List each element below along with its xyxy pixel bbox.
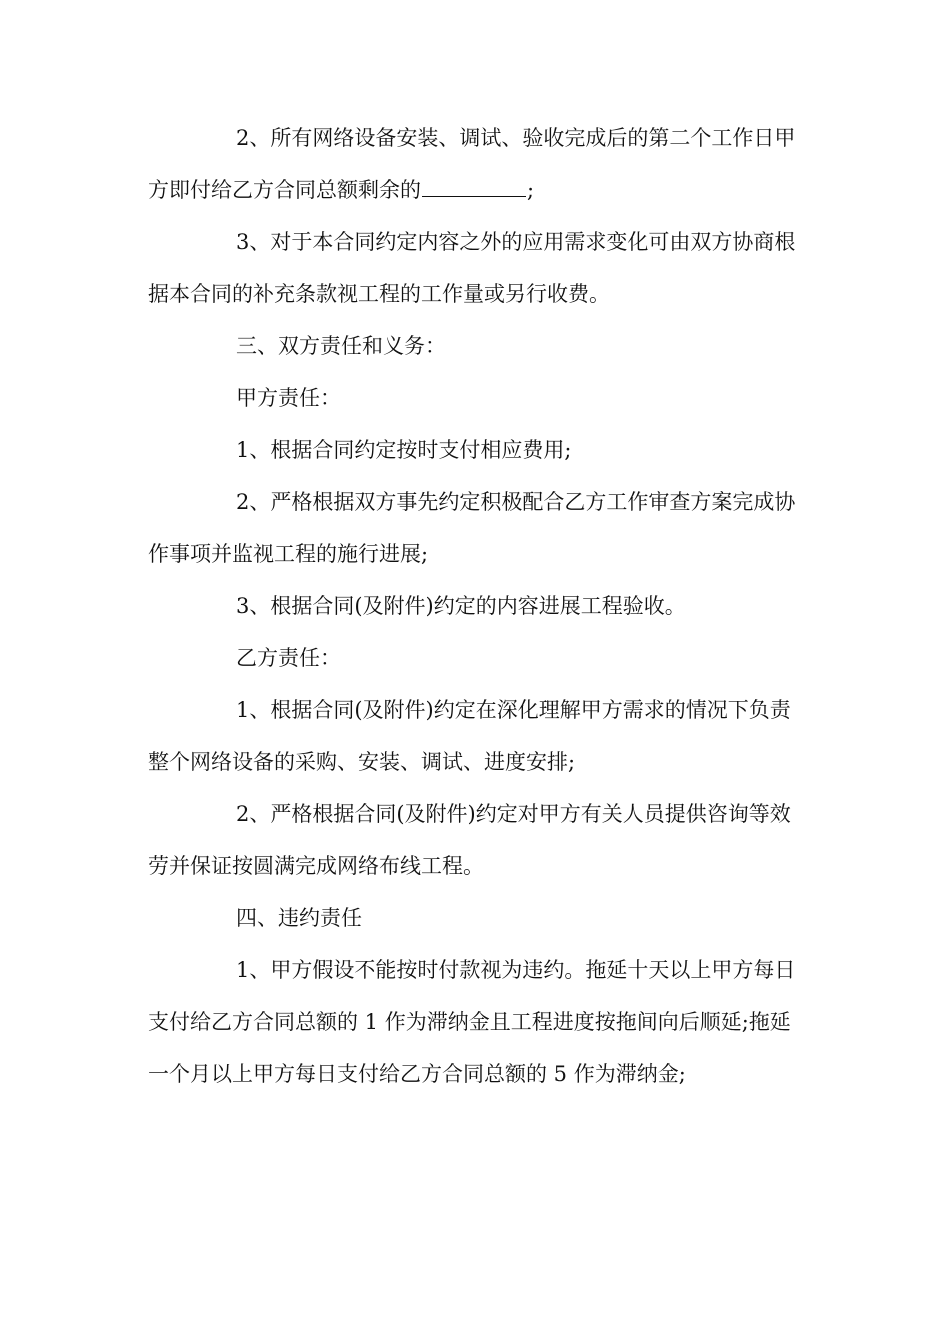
subheading-party-b: 乙方责任： <box>236 646 341 670</box>
paragraph-extra-requirements: 3、对于本合同约定内容之外的应用需求变化可由双方协商根据本合同的补充条款视工程的工作量或另行收费。 <box>148 230 796 306</box>
paragraph-party-b-item-2: 2、严格根据合同(及附件)约定对甲方有关人员提供咨询等效劳并保证按圆满完成网络布线工程。 <box>148 802 791 878</box>
paragraph-suffix: ; <box>527 178 535 202</box>
paragraph-party-b-item-1: 1、根据合同(及附件)约定在深化理解甲方需求的情况下负责整个网络设备的采购、安装、调试、进度安排; <box>148 698 791 774</box>
section-heading-responsibilities: 三、双方责任和义务： <box>236 334 446 358</box>
fill-in-blank[interactable] <box>422 195 526 197</box>
paragraph-payment-second-day <box>148 112 803 216</box>
paragraph-text: 2、所有网络设备安装、调试、验收完成后的第二个工作日甲方即付给乙方合同总额剩余的 <box>148 126 796 202</box>
paragraph-breach-item-1: 1、甲方假设不能按时付款视为违约。拖延十天以上甲方每日支付给乙方合同总额的 1 作为滞纳金且工程进度按拖间向后顺延;拖延一个月以上甲方每日支付给乙方合同总额的 5 作为滞纳金; <box>148 958 796 1086</box>
paragraph-party-a-item-3: 3、根据合同(及附件)约定的内容进展工程验收。 <box>236 594 686 618</box>
subheading-party-a: 甲方责任： <box>236 386 341 410</box>
paragraph-party-a-item-1: 1、根据合同约定按时支付相应费用; <box>236 438 572 462</box>
section-heading-breach: 四、违约责任 <box>236 906 362 930</box>
paragraph-party-a-item-2: 2、严格根据双方事先约定积极配合乙方工作审查方案完成协作事项并监视工程的施行进展; <box>148 490 796 566</box>
document-body <box>148 112 803 1100</box>
